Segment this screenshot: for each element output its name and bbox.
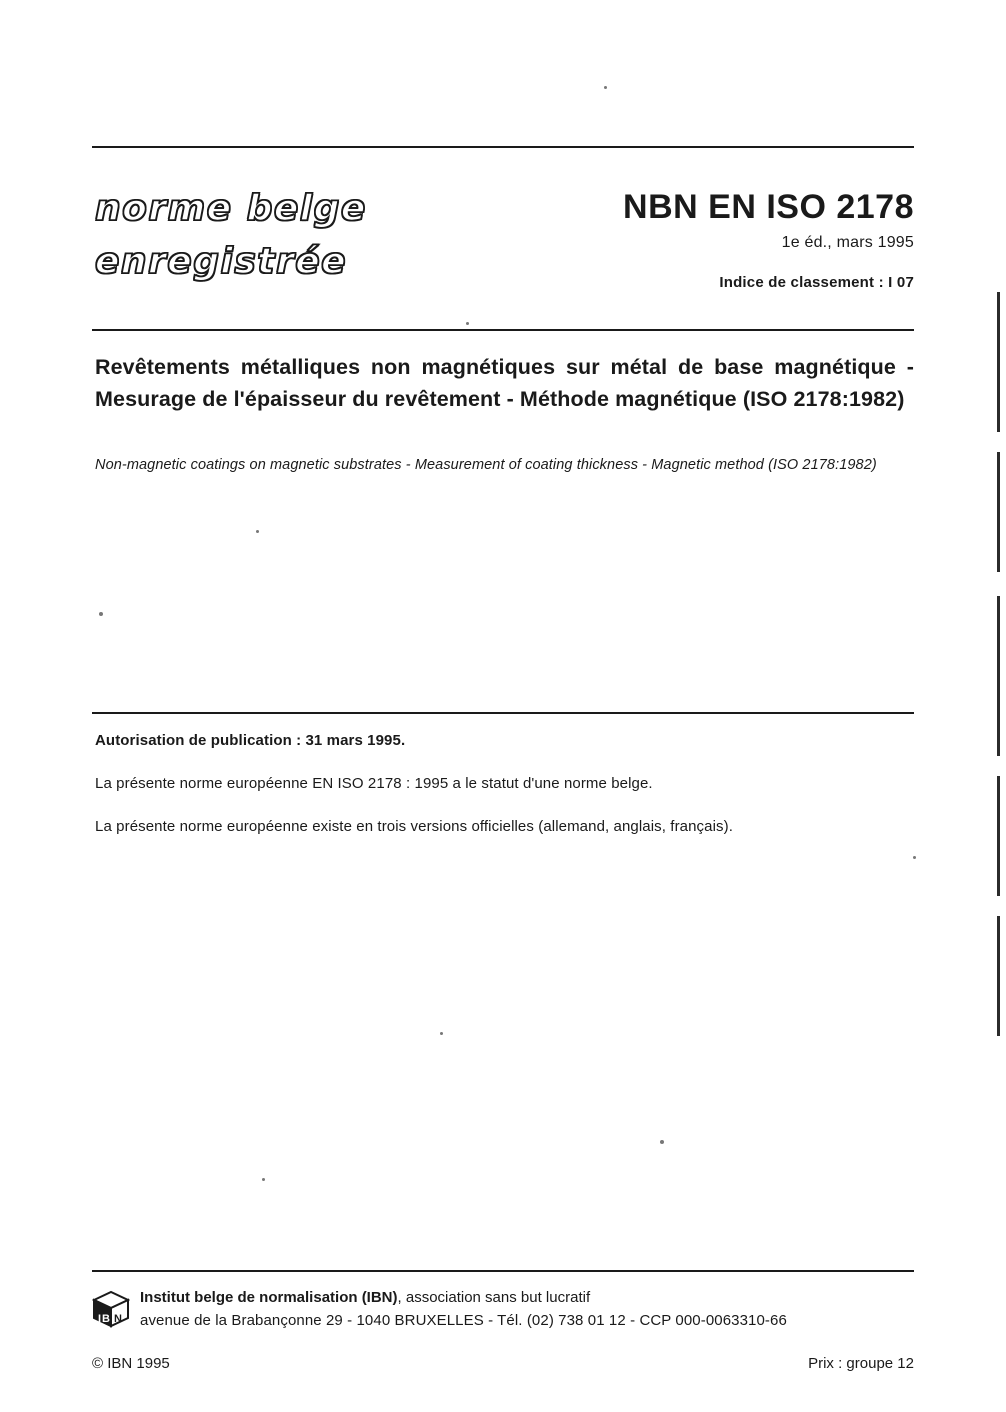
footer-text [140, 1288, 914, 1332]
status-statement: La présente norme européenne EN ISO 2178 : 1995 a le statut d'une norme belge. [95, 775, 653, 792]
authorisation-block [95, 732, 914, 861]
price-group: Prix : groupe 12 [808, 1355, 914, 1372]
svg-text:B: B [102, 1313, 110, 1325]
footer-org-name: Institut belge de normalisation (IBN) [140, 1289, 398, 1306]
footer-organisation [92, 1288, 914, 1332]
divider-title [92, 329, 914, 331]
masthead-line-1: norme belge [95, 188, 367, 229]
masthead-line-2: enregistrée [95, 241, 348, 282]
scan-speck [660, 1140, 664, 1144]
footer-org-suffix: , association sans but lucratif [397, 1289, 591, 1306]
scan-speck [256, 530, 259, 533]
footer-bottom [92, 1355, 914, 1372]
publication-authorisation: Autorisation de publication : 31 mars 1995. [95, 732, 406, 749]
title-english: Non-magnetic coatings on magnetic substrates - Measurement of coating thickness - Magnetic method (ISO 2178:1982) [95, 457, 877, 473]
scan-speck [440, 1032, 443, 1035]
footer-address: avenue de la Brabançonne 29 - 1040 BRUXELLES - Tél. (02) 738 01 12 - CCP 000-0063310-66 [140, 1312, 787, 1330]
copyright-notice: © IBN 1995 [92, 1355, 170, 1372]
title-french: Revêtements métalliques non magnétiques sur métal de base magnétique - Mesurage de l'épaisseur du revêtement - Méthode magnétique (ISO 2178:1982) [95, 355, 914, 411]
scan-edge-mark [997, 452, 1000, 572]
footer [92, 1288, 914, 1332]
classification-index: Indice de classement : I 07 [719, 273, 914, 291]
svg-text:I: I [98, 1313, 102, 1325]
scan-speck [99, 612, 103, 616]
scan-edge-mark [997, 596, 1000, 756]
standard-edition: 1e éd., mars 1995 [781, 233, 914, 251]
ibn-cube-logo-icon [92, 1290, 130, 1328]
svg-text:N: N [114, 1313, 122, 1325]
divider-authorisation [92, 712, 914, 714]
standard-reference-block [623, 190, 914, 291]
scan-edge-mark [997, 292, 1000, 432]
scan-speck [466, 322, 469, 325]
masthead [95, 186, 565, 292]
footer-org-line [140, 1288, 914, 1308]
versions-statement: La présente norme européenne existe en trois versions officielles (allemand, anglais, français). [95, 818, 733, 835]
scan-edge-mark [997, 776, 1000, 896]
scan-speck [262, 1178, 265, 1181]
standard-number: NBN EN ISO 2178 [623, 188, 914, 226]
scan-edge-mark [997, 916, 1000, 1036]
divider-footer [92, 1270, 914, 1272]
divider-top [92, 146, 914, 148]
scan-speck [604, 86, 607, 89]
